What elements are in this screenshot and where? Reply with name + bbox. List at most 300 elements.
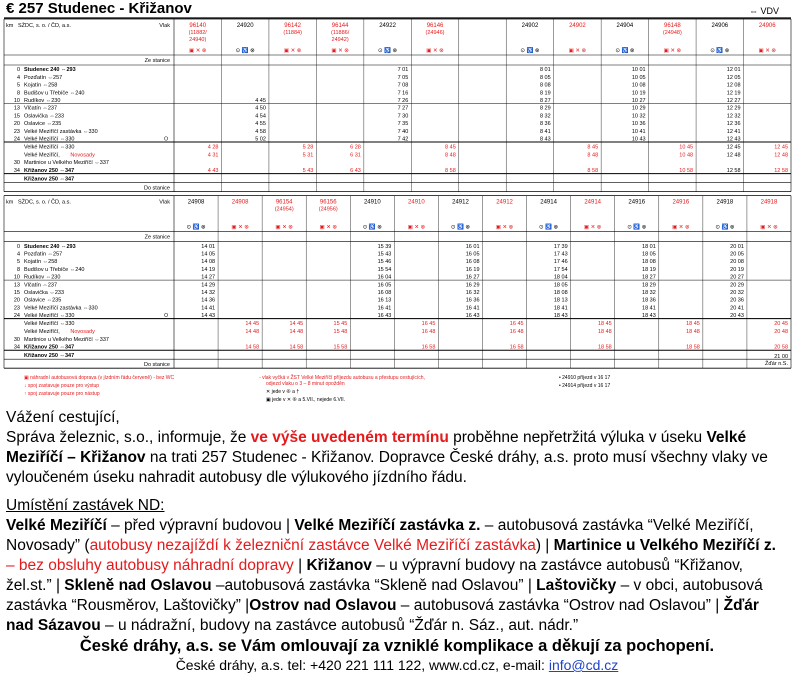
km-value: 30 xyxy=(13,336,20,343)
departure-time: 18 43 xyxy=(642,313,656,320)
departure-time: 12 19 xyxy=(726,90,741,97)
departure-time: 14 29 xyxy=(201,282,216,289)
train-number-sub: (24954) xyxy=(274,206,294,213)
departure-time: 10 05 xyxy=(631,74,646,81)
vlak-label: Vlak xyxy=(159,23,170,29)
departure-time: 18 01 xyxy=(642,243,656,250)
arrival-time: 4 28 xyxy=(207,144,219,151)
stop-desc: – v obci, autobusová zastávka “Rousměrov, Laštovičky” | xyxy=(6,577,763,614)
departure-time: 4 50 xyxy=(255,105,266,112)
notice xyxy=(6,408,788,674)
station-name: Kojatín ⇔258 xyxy=(24,82,58,89)
train-number: 96142 xyxy=(284,23,301,29)
stop-desc: – u výpravní budovy na zastávce autobusů “Křižanov, žel.st.” | xyxy=(6,557,743,594)
km-value: 15 xyxy=(13,290,20,296)
departure-time: 10 19 xyxy=(631,90,646,97)
service-icons: ⊙ ♿ ⊗ xyxy=(186,224,206,231)
stop-desc: –autobusová zastávka “Skleně nad Oslavou” | xyxy=(211,577,537,594)
departure-time: 10 36 xyxy=(631,121,646,128)
km-value: 24 xyxy=(13,136,20,143)
service-icons: ⊙ ♿ ⊗ xyxy=(362,224,382,231)
departure-time: 16 27 xyxy=(465,274,480,281)
arrival-time: 8 58 xyxy=(445,168,456,175)
train-number: 24922 xyxy=(379,23,396,29)
departure-time: 16 41 xyxy=(465,305,480,312)
notice-section: Velké Meziříčí – Křižanov xyxy=(6,429,747,466)
station-name: Oslavice ⇔235 xyxy=(24,121,62,128)
km-label: km xyxy=(6,23,14,29)
station-name: Pozďatín ⇔257 xyxy=(24,74,63,81)
departure-time: 12 36 xyxy=(726,121,741,128)
service-icons: ⊙ ♿ ⊗ xyxy=(235,48,255,54)
departure-time: 18 08 xyxy=(642,259,656,266)
train-number: 24918 xyxy=(716,199,734,206)
departure-time: 15 43 xyxy=(377,251,392,258)
contact xyxy=(6,656,788,674)
arrival-time: 6 28 xyxy=(350,144,361,151)
departure-time: 20 19 xyxy=(730,266,744,273)
operator-label: SŽDC, s. o. / ČD, a.s. xyxy=(18,23,71,29)
departure-time: 12 08 xyxy=(726,82,741,89)
arrival-time: 20 58 xyxy=(774,344,788,351)
station-name: Oslavička ⇔233 xyxy=(24,290,65,296)
stop-desc: – autobusová zastávka “Ostrov nad Oslavou” | xyxy=(396,597,724,614)
timetable-title: € 257 Studenec - Křižanov xyxy=(6,0,192,17)
departure-time: 4 54 xyxy=(255,113,266,120)
departure-time: 15 39 xyxy=(377,243,392,250)
marker: O xyxy=(164,313,168,320)
departure-time: 16 36 xyxy=(465,297,480,304)
arrival-time: 6 43 xyxy=(350,168,361,175)
departure-time: 7 42 xyxy=(397,136,409,143)
departure-time: 18 27 xyxy=(642,274,656,281)
arrival-time: 16 45 xyxy=(509,321,524,327)
departure-time: 16 05 xyxy=(465,251,480,258)
email-link[interactable]: info@cd.cz xyxy=(548,657,619,673)
km-value: 8 xyxy=(16,266,20,273)
departure-time: 10 43 xyxy=(631,136,646,143)
departure-time: 18 05 xyxy=(642,251,656,258)
station-name-red: Novosady xyxy=(70,152,95,159)
departure-time: 7 27 xyxy=(397,105,409,112)
arrival-time: 18 48 xyxy=(597,328,612,335)
arrival-time: 20 48 xyxy=(774,328,788,335)
stop-name: Žďár nad Sázavou xyxy=(6,597,759,634)
notice-text: Správa železnic, s.o., informuje, že xyxy=(6,429,251,446)
arrival-time: 10 48 xyxy=(679,152,694,159)
stops-list xyxy=(6,516,788,636)
do-stanice-label: Do stanice xyxy=(144,362,170,369)
train-number: 24914 xyxy=(584,199,602,206)
departure-time: 14 05 xyxy=(201,251,216,258)
stop-name: Martinice u Velkého Meziříčí z. xyxy=(553,537,776,554)
departure-time: 12 41 xyxy=(726,128,741,135)
departure-time: 18 29 xyxy=(642,282,656,289)
arrival-time: 5 43 xyxy=(302,168,314,175)
departure-time: 10 41 xyxy=(631,128,646,135)
km-value: 20 xyxy=(13,121,20,128)
km-value: 10 xyxy=(13,98,20,104)
legend-item: • 24914 příjezd v 16 17 xyxy=(559,383,611,390)
km-value: 5 xyxy=(16,259,20,266)
train-number: 24902 xyxy=(521,23,539,29)
km-value: 0 xyxy=(16,67,20,74)
arrival-time: 8 58 xyxy=(587,168,599,175)
departure-time: 14 43 xyxy=(201,313,216,320)
km-value: 34 xyxy=(13,168,20,175)
notice-text: proběhne nepřetržitá výluka v úseku xyxy=(448,429,707,446)
departure-time: 10 29 xyxy=(631,105,646,112)
service-icons: ⊙ ♿ ⊗ xyxy=(520,48,540,54)
train-number-sub: (24946) xyxy=(425,30,445,36)
service-icons: ▣ ✕ ⊗ xyxy=(231,224,249,231)
notice-text: na trati 257 Studenec - Křižanov. Dopravce České dráhy, a.s. proto musí všechny vlaky ve vyloučeném úseku nahradit autobusy dle výlukového jízdního řádu. xyxy=(6,449,768,486)
arrival-time: 15 58 xyxy=(333,344,348,351)
departure-time: 20 41 xyxy=(730,305,744,312)
stop-name: Ostrov nad Oslavou xyxy=(249,597,397,614)
operator-label: SŽDC, s. o. / ČD, a.s. xyxy=(18,199,71,206)
departure-time: 7 16 xyxy=(397,90,409,97)
station-name: Oslavička ⇔233 xyxy=(24,113,65,120)
departure-time: 16 05 xyxy=(377,282,392,289)
service-icons: ⊙ ♿ ⊗ xyxy=(450,224,471,231)
service-icons: ▣ ✕ ⊗ xyxy=(275,224,293,231)
station-name: Vlčatín ⇔237 xyxy=(24,282,58,289)
timetable xyxy=(4,0,791,404)
departure-time: 20 29 xyxy=(730,282,744,289)
departure-time: 16 08 xyxy=(377,290,392,296)
departure-time: 7 35 xyxy=(397,121,409,128)
station-name: Velké Meziříčí ⇔330 xyxy=(24,321,75,327)
train-number: 24906 xyxy=(758,23,776,29)
departure-time: 8 19 xyxy=(539,90,551,97)
train-number-sub: (11886/ xyxy=(330,30,350,36)
km-value: 13 xyxy=(13,105,20,112)
arrival-time: 14 48 xyxy=(289,328,304,335)
arrival-time: 6 31 xyxy=(350,152,361,159)
departure-time: 12 43 xyxy=(726,136,741,143)
departure-time: 14 19 xyxy=(201,266,216,273)
arrival-time: 20 45 xyxy=(774,321,788,327)
arrival-time: 10 58 xyxy=(679,168,694,175)
station-name: Pozďatín ⇔257 xyxy=(24,251,63,258)
station-name: Velké Meziříčí ⇔330 xyxy=(24,313,75,320)
departure-time: 12 27 xyxy=(726,98,741,104)
km-value: 24 xyxy=(13,313,20,320)
notice-term: ve výše uvedeném termínu xyxy=(250,429,449,446)
km-label: km xyxy=(6,199,14,206)
km-value: 4 xyxy=(16,251,20,258)
stop-desc: – před výpravní budovou | xyxy=(106,517,295,534)
station-name: Kojatín ⇔258 xyxy=(24,259,58,266)
legend-item: odjezd vlaku o 3 – 8 minut opožděn xyxy=(266,381,345,388)
legend-item: • 24910 příjezd v 16 17 xyxy=(559,375,611,382)
departure-time: 14 41 xyxy=(201,305,216,312)
departure-time: 16 19 xyxy=(465,266,480,273)
km-value: 23 xyxy=(13,128,20,135)
departure-time: 12 05 xyxy=(726,74,741,81)
departure-time: 20 08 xyxy=(730,259,744,266)
train-number-sub: (24948) xyxy=(662,30,682,36)
service-icons: ▣ ✕ ⊗ xyxy=(583,224,602,231)
legend-item: ✕ jede v ⑥ a † xyxy=(266,389,300,396)
station-name: Křižanov 250 ⇔347 xyxy=(24,176,75,183)
arrival-time: 12 58 xyxy=(774,168,788,175)
departure-time: 16 43 xyxy=(377,313,392,320)
arrival-time: 18 48 xyxy=(686,328,700,335)
service-icons: ▣ ✕ ⊗ xyxy=(663,48,682,54)
arrival-time: 12 45 xyxy=(774,144,788,151)
arrival-time: 12 48 xyxy=(774,152,788,159)
train-number: 24902 xyxy=(569,23,586,29)
station-name: Velké Meziříčí ⇔330 xyxy=(24,136,75,143)
do-stanice-label: Do stanice xyxy=(144,185,170,192)
station-name: Velké Meziříčí, xyxy=(24,152,60,159)
departure-time: 18 43 xyxy=(553,313,568,320)
departure-time: 17 54 xyxy=(553,266,568,273)
departure-time: 14 27 xyxy=(201,274,216,281)
arrival-time: 15 45 xyxy=(333,321,348,327)
train-number: 96148 xyxy=(664,23,681,29)
train-number: 96156 xyxy=(319,199,337,206)
train-number: 24914 xyxy=(540,199,557,206)
departure-time: 16 41 xyxy=(377,305,392,312)
train-number: 24908 xyxy=(231,199,249,206)
service-icons: ▣ ✕ ⊗ xyxy=(760,224,778,231)
stop-name: Křižanov xyxy=(306,557,372,574)
arrival-time: 12 48 xyxy=(726,152,741,159)
km-value: 30 xyxy=(13,160,20,167)
departure-time: 8 05 xyxy=(539,74,551,81)
km-value: 15 xyxy=(13,113,20,120)
stop-name: Velké Meziříčí xyxy=(6,517,107,534)
service-icons: ▣ ✕ ⊗ xyxy=(407,224,426,231)
arrival-time: 8 45 xyxy=(587,144,599,151)
station-name: Oslavice ⇔235 xyxy=(24,297,62,304)
stop-desc: – u nádražní, budovy na zastávce autobusů “Žďár n. Sáz., aut. nádr.” xyxy=(100,617,579,634)
stop-desc: | xyxy=(293,557,307,574)
train-number: 24920 xyxy=(236,23,254,29)
departure-time: 7 30 xyxy=(397,113,409,120)
station-name-red: Novosady xyxy=(70,328,95,335)
arrival-time: 16 58 xyxy=(509,344,524,351)
arrival-time: 16 48 xyxy=(509,328,524,335)
vdv-label: ⇔ VDV xyxy=(748,6,779,16)
km-value: 13 xyxy=(13,282,20,289)
arrival-time: 12 45 xyxy=(726,144,741,151)
legend-item: ↓ spoj zastavuje pouze pro výstup xyxy=(24,383,100,390)
arrival-time: 10 45 xyxy=(679,144,694,151)
legend-item: ↑ spoj zastavuje pouze pro nástup xyxy=(24,391,100,398)
departure-time: 8 08 xyxy=(539,82,551,89)
station-name: Vlčatín ⇔237 xyxy=(24,105,58,112)
station-name: Budišov u Třebíče ⇔240 xyxy=(24,266,85,273)
train-number: 24906 xyxy=(711,23,729,29)
station-name: Velké Meziříčí zastávka ⇔330 xyxy=(24,305,98,312)
departure-time: 15 46 xyxy=(377,259,392,266)
service-icons: ▣ ✕ ⊗ xyxy=(672,224,690,231)
destination-note: Žďár n.S. xyxy=(765,361,788,368)
service-icons: ▣ ✕ ⊗ xyxy=(758,48,777,54)
km-value: 23 xyxy=(13,305,20,312)
km-value: 34 xyxy=(13,344,20,351)
stop-note: autobusy nezajíždí k železniční zastávce Velké Meziříčí zastávka xyxy=(89,537,536,554)
km-value: 0 xyxy=(16,243,20,250)
train-number-sub: 24940) xyxy=(189,37,207,43)
train-number: 24910 xyxy=(408,199,425,206)
station-name: Studenec 240 ⇔293 xyxy=(24,67,76,74)
departure-time: 4 55 xyxy=(255,121,266,128)
train-number: 96154 xyxy=(275,199,293,206)
train-number: 24916 xyxy=(672,199,690,206)
service-icons: ▣ ✕ ⊗ xyxy=(495,224,514,231)
km-value: 8 xyxy=(16,90,20,97)
station-name: Martinice u Velkého Meziříčí ⇔337 xyxy=(24,336,109,343)
departure-time: 7 26 xyxy=(397,98,409,104)
service-icons: ⊙ ♿ ⊗ xyxy=(710,48,730,54)
departure-time: 20 36 xyxy=(730,297,744,304)
departure-time: 14 36 xyxy=(201,297,216,304)
arrival-time: 14 58 xyxy=(245,344,260,351)
departure-time: 16 04 xyxy=(377,274,392,281)
service-icons: ⊙ ♿ ⊗ xyxy=(627,224,647,231)
service-icons: ▣ ✕ ⊗ xyxy=(426,48,444,54)
departure-time: 4 58 xyxy=(255,128,266,135)
departure-time: 18 36 xyxy=(642,297,656,304)
departure-time: 7 08 xyxy=(397,82,409,89)
arrival-time: 5 31 xyxy=(302,152,314,159)
stop-name: Velké Meziříčí zastávka z. xyxy=(294,517,481,534)
train-number: 96144 xyxy=(331,23,349,29)
departure-time: 17 46 xyxy=(553,259,568,266)
departure-time: 18 41 xyxy=(642,305,656,312)
timetable-svg xyxy=(4,0,791,404)
arrival-time: 4 43 xyxy=(207,168,219,175)
train-number: 96146 xyxy=(426,23,444,29)
departure-time: 12 01 xyxy=(726,67,741,74)
train-number: 24912 xyxy=(452,199,469,206)
departure-time: 12 29 xyxy=(726,105,741,112)
train-number-sub: (24956) xyxy=(318,206,338,213)
stop-desc: ) | xyxy=(535,537,554,554)
stop-name: Skleně nad Oslavou xyxy=(64,577,212,594)
departure-time: 18 19 xyxy=(642,266,656,273)
station-name: Velké Meziříčí zastávka ⇔330 xyxy=(24,128,98,135)
departure-time: 10 27 xyxy=(631,98,646,104)
train-number: 96140 xyxy=(189,23,207,29)
arrival-time: 5 28 xyxy=(302,144,314,151)
departure-time: 17 43 xyxy=(553,251,568,258)
train-number-sub: (11884) xyxy=(283,30,302,36)
station-name: Křižanov 250 ⇔347 xyxy=(24,168,75,175)
departure-time: 18 13 xyxy=(553,297,568,304)
departure-time: 7 01 xyxy=(397,67,409,74)
train-number: 24912 xyxy=(496,199,513,206)
departure-time: 16 01 xyxy=(465,243,480,250)
stop-note: – bez obsluhy autobusy náhradní dopravy xyxy=(6,557,294,574)
km-value: 5 xyxy=(16,82,20,89)
contact-text: České dráhy, a.s. tel: +420 221 111 122, www.cd.cz, e-mail: xyxy=(175,657,549,673)
departure-time: 10 01 xyxy=(631,67,646,74)
station-name: Velké Meziříčí ⇔330 xyxy=(24,144,75,151)
departure-time: 14 08 xyxy=(201,259,216,266)
vlak-label: Vlak xyxy=(159,199,170,206)
km-value: 4 xyxy=(16,74,20,81)
km-value: 10 xyxy=(13,274,20,281)
arrival-time: 14 58 xyxy=(289,344,304,351)
service-icons: ▣ ✕ ⊗ xyxy=(568,48,587,54)
service-icons: ⊙ ♿ ⊗ xyxy=(539,224,559,231)
arrival-time: 8 48 xyxy=(445,152,456,159)
legend-item: ◦ vlak vyčká v ŽST Velké Meziříčí příjezdu autobusu a přestupu cestujících, xyxy=(259,375,425,382)
service-icons: ⊙ ♿ ⊗ xyxy=(715,224,735,231)
arrival-time: 14 45 xyxy=(245,321,260,327)
departure-time: 8 01 xyxy=(539,67,551,74)
departure-time: 4 45 xyxy=(255,98,266,104)
arrival-time: 18 45 xyxy=(597,321,612,327)
station-name: Velké Meziříčí, xyxy=(24,328,60,335)
arrival-time: 12 58 xyxy=(726,168,741,175)
train-number-sub: 24942) xyxy=(331,37,349,43)
departure-time: 8 32 xyxy=(539,113,551,120)
arrival-time: 16 48 xyxy=(421,328,436,335)
departure-time: 7 05 xyxy=(397,74,409,81)
station-name: Rudíkov ⇔230 xyxy=(24,274,61,281)
departure-time: 18 32 xyxy=(642,290,656,296)
station-name: Studenec 240 ⇔293 xyxy=(24,243,76,250)
departure-time: 16 29 xyxy=(465,282,480,289)
stop-desc: – autobusová zastávka “Velké Meziříčí, Novosady” ( xyxy=(6,517,754,554)
departure-time: 16 13 xyxy=(377,297,392,304)
departure-time: 10 32 xyxy=(631,113,646,120)
service-icons: ⊙ ♿ ⊗ xyxy=(615,48,635,54)
departure-time: 20 27 xyxy=(730,274,744,281)
departure-time: 12 32 xyxy=(726,113,741,120)
station-name: Křižanov 250 ⇔347 xyxy=(24,353,75,360)
departure-time: 17 39 xyxy=(553,243,568,250)
departure-time: 20 32 xyxy=(730,290,744,296)
departure-time: 18 05 xyxy=(553,282,568,289)
departure-time: 15 54 xyxy=(377,266,392,273)
stop-name: Laštovičky xyxy=(536,577,617,594)
ze-stanice-label: Ze stanice xyxy=(144,234,170,241)
arrival-time: 14 45 xyxy=(289,321,304,327)
train-number: 24904 xyxy=(616,23,634,29)
departure-time: 20 05 xyxy=(730,251,744,258)
arrival-time: 18 45 xyxy=(686,321,700,327)
departure-time: 8 29 xyxy=(539,105,551,112)
arrival-time: 14 48 xyxy=(245,328,260,335)
departure-time: 18 41 xyxy=(553,305,568,312)
station-name: Křižanov 250 ⇔347 xyxy=(24,344,75,351)
station-name: Budišov u Třebíče ⇔240 xyxy=(24,90,85,97)
service-icons: ⊙ ♿ ⊗ xyxy=(378,48,398,54)
arrival-time: 16 45 xyxy=(421,321,436,327)
greeting: Vážení cestující, xyxy=(6,409,120,426)
departure-time: 20 01 xyxy=(730,243,744,250)
service-icons: ▣ ✕ ⊗ xyxy=(283,48,302,54)
train-number-sub: (11882/ xyxy=(188,30,207,36)
legend-item: ▣ náhradní autobusová doprava (v jízdním řádu červeně) - bez WC xyxy=(24,375,175,382)
departure-time: 8 43 xyxy=(539,136,551,143)
legend-item: ▣ jede v ✕ ⑥ a 5.VII., nejede 6.VII. xyxy=(266,397,345,404)
station-name: Martinice u Velkého Meziříčí ⇔337 xyxy=(24,160,109,167)
arrival-time: 4 31 xyxy=(207,152,219,159)
station-name: Rudíkov ⇔230 xyxy=(24,98,61,104)
train-number: 24908 xyxy=(187,199,205,206)
ze-stanice-label: Ze stanice xyxy=(144,58,170,64)
departure-time: 10 08 xyxy=(631,82,646,89)
